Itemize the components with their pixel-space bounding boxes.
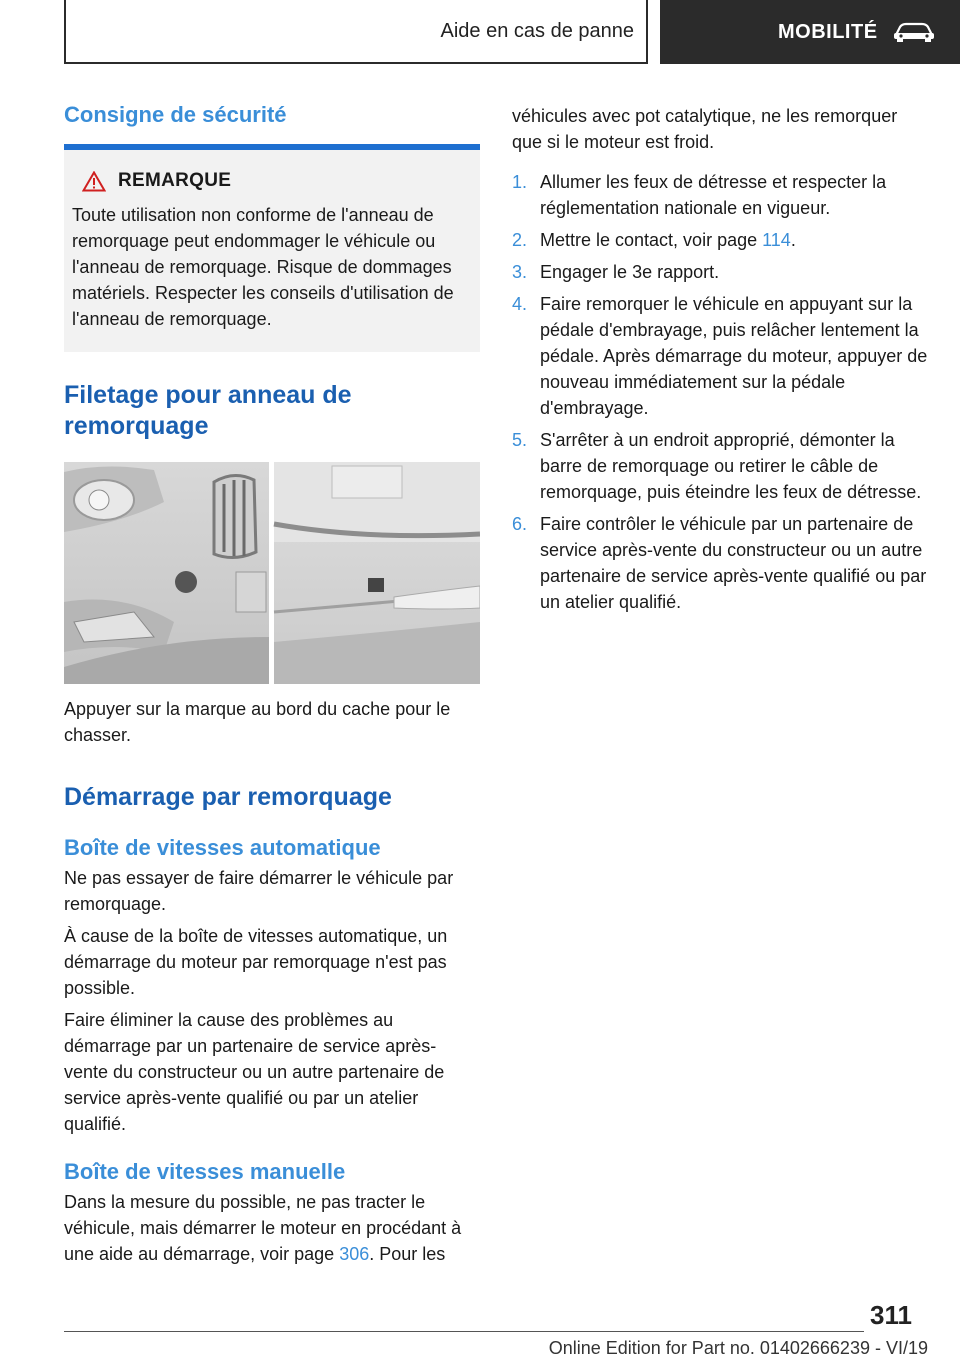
header-chapter-label: MOBILITÉ bbox=[778, 20, 878, 43]
auto-paragraph-1: Ne pas essayer de faire démarrer le véhicule par remorquage. bbox=[64, 868, 454, 914]
footer-edition: Online Edition for Part no. 01402666239 - VI/19 bbox=[548, 1338, 928, 1358]
step-text: Engager le 3e rapport. bbox=[540, 262, 720, 282]
manual-text: Dans la mesure du possible, ne pas tracter le véhicule, mais démarrer le moteur en procédant à une aide au démarrage, voir page bbox=[64, 1192, 462, 1264]
header-chapter-tab bbox=[660, 0, 960, 64]
manual-paragraph bbox=[64, 1189, 480, 1267]
step-number: 6. bbox=[512, 514, 528, 534]
list-item bbox=[512, 291, 928, 421]
header-section-tab bbox=[64, 0, 648, 64]
step-text-before: Mettre le contact, voir page bbox=[540, 230, 763, 250]
photo-caption: Appuyer sur la marque au bord du cache pour le chasser. bbox=[64, 699, 451, 745]
page-link-306[interactable]: 306 bbox=[339, 1244, 370, 1264]
list-item bbox=[512, 227, 928, 253]
list-item bbox=[512, 511, 928, 615]
towing-eye-photo bbox=[64, 462, 480, 684]
car-icon bbox=[892, 21, 936, 43]
left-column bbox=[64, 100, 480, 1267]
safety-heading: Consigne de sécurité bbox=[64, 102, 287, 127]
manual-text-end: . Pour les bbox=[369, 1244, 446, 1264]
footer-divider bbox=[64, 1331, 864, 1332]
notice-label: REMARQUE bbox=[118, 170, 232, 191]
notice-header bbox=[82, 170, 472, 192]
notice-text: Toute utilisation non conforme de l'anneau de remorquage peut endommager le véhicule ou l'anneau de remorquage. Risque de dommages matériels. Respecter les conseils d'utilisation de l'anneau de remorquage. bbox=[72, 205, 454, 329]
step-number: 5. bbox=[512, 430, 528, 450]
list-item bbox=[512, 169, 928, 221]
step-text: Faire remorquer le véhicule en appuyant sur la pédale d'embrayage, puis relâcher lentement la pédale. Après démarrage du moteur, appuyer de nouveau immédiatement sur la pédale d'embrayage. bbox=[540, 294, 928, 418]
filetage-heading: Filetage pour anneau de remorquage bbox=[64, 381, 352, 440]
bumper-illustration bbox=[64, 462, 480, 684]
step-number: 1. bbox=[512, 172, 528, 192]
step-text: Faire contrôler le véhicule par un partenaire de service après-vente du constructeur ou un autre partenaire de service après-vente qualifié ou par un atelier qualifié. bbox=[540, 514, 927, 612]
step-number: 3. bbox=[512, 262, 528, 282]
right-column bbox=[512, 103, 928, 621]
demarrage-heading: Démarrage par remorquage bbox=[64, 783, 392, 811]
auto-paragraph-3: Faire éliminer la cause des problèmes au démarrage par un partenaire de service après-vente du constructeur ou un autre partenaire de service après-vente qualifié ou par un atelier qualifié. bbox=[64, 1010, 445, 1134]
list-item bbox=[512, 259, 928, 285]
step-number: 4. bbox=[512, 294, 528, 314]
towing-steps-list bbox=[512, 169, 928, 615]
auto-gearbox-heading: Boîte de vitesses automatique bbox=[64, 835, 381, 860]
list-item bbox=[512, 427, 928, 505]
page-link-114[interactable]: 114 bbox=[762, 230, 791, 250]
warning-triangle-icon bbox=[82, 171, 106, 192]
step-text-after: . bbox=[790, 230, 796, 250]
manual-gearbox-heading: Boîte de vitesses manuelle bbox=[64, 1159, 346, 1184]
step-text: S'arrêter à un endroit approprié, démonter la barre de remorquage ou retirer le câble de remorquage, puis éteindre les feux de détresse. bbox=[540, 430, 922, 502]
intro-paragraph: véhicules avec pot catalytique, ne les remorquer que si le moteur est froid. bbox=[512, 106, 898, 152]
step-number: 2. bbox=[512, 230, 528, 250]
step-text: Allumer les feux de détresse et respecter la réglementation nationale en vigueur. bbox=[540, 172, 887, 218]
auto-paragraph-2: À cause de la boîte de vitesses automatique, un démarrage du moteur par remorquage n'est pas possible. bbox=[64, 926, 448, 998]
header-section-label: Aide en cas de panne bbox=[440, 19, 634, 42]
page-number: 311 bbox=[870, 1300, 912, 1330]
notice-box bbox=[64, 150, 480, 352]
step-text bbox=[540, 227, 796, 253]
